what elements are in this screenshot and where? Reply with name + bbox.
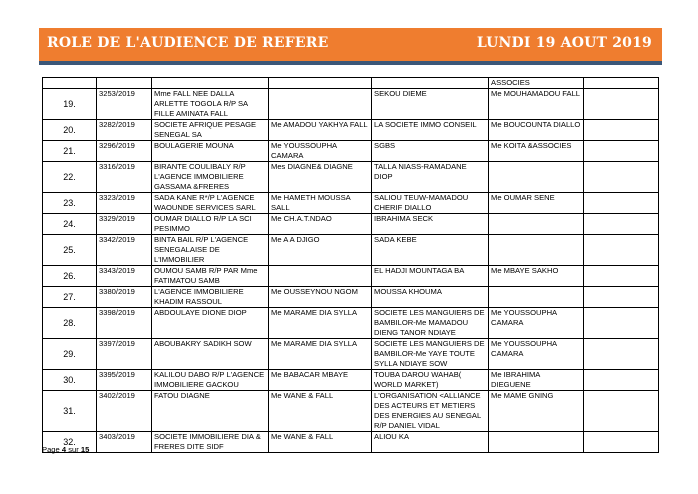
cell-opponent: LA SOCIETE IMMO CONSEIL (372, 120, 489, 141)
cell-empty (584, 287, 659, 308)
cell-counsel2: Me MBAYE SAKHO (489, 266, 584, 287)
cell-empty (584, 391, 659, 432)
document-header (39, 28, 662, 65)
cell-counsel2: Me IBRAHIMA DIEGUENE (489, 370, 584, 391)
cell-number: 26. (43, 266, 97, 287)
cell-counsel2 (489, 287, 584, 308)
cell-counsel: Me A A DJIGO (269, 235, 372, 266)
cell-counsel2: Me KOITA &ASSOCIES (489, 141, 584, 162)
cell-case-ref: 3329/2019 (97, 214, 152, 235)
cell-counsel2 (489, 214, 584, 235)
cell-counsel: Me BABACAR MBAYE (269, 370, 372, 391)
cell-case-ref: 3398/2019 (97, 308, 152, 339)
cell-counsel2 (489, 235, 584, 266)
cell-case-ref: 3397/2019 (97, 339, 152, 370)
cell-opponent: SOCIETE LES MANGUIERS DE BAMBILOR-Me YAYE TOUTE SYLLA NDIAYE SOW (372, 339, 489, 370)
cell-party: OUMOU SAMB R/P PAR Mme FATIMATOU SAMB (152, 266, 269, 287)
cell-party: ABDOULAYE DIONE DIOP (152, 308, 269, 339)
cell-opponent: TOUBA DAROU WAHAB( WORLD MARKET) (372, 370, 489, 391)
cell-counsel2: Me MAME GNING (489, 391, 584, 432)
table-row (43, 162, 659, 193)
cell-empty (584, 162, 659, 193)
cell-empty (584, 308, 659, 339)
cell-empty (584, 120, 659, 141)
cell-counsel: Me WANE & FALL (269, 432, 372, 453)
cell-empty (584, 193, 659, 214)
cell-counsel: Mes DIAGNE& DIAGNE (269, 162, 372, 193)
cell-number: 30. (43, 370, 97, 391)
cell-counsel2: Me YOUSSOUPHA CAMARA (489, 339, 584, 370)
cell-number: 19. (43, 89, 97, 120)
cell-number: 20. (43, 120, 97, 141)
cell-number: 25. (43, 235, 97, 266)
cell-empty (584, 266, 659, 287)
page-footer: Page 4 sur 15 (42, 445, 90, 454)
cell-counsel2 (489, 162, 584, 193)
page-total: 15 (80, 445, 90, 454)
table-row (43, 370, 659, 391)
cell-case-ref: 3380/2019 (97, 287, 152, 308)
cell-counsel2: Me MOUHAMADOU FALL (489, 89, 584, 120)
cell-empty (584, 214, 659, 235)
cell-counsel: Me WANE & FALL (269, 391, 372, 432)
table-row (43, 235, 659, 266)
cell-number: 23. (43, 193, 97, 214)
cell-counsel: Me OUSSEYNOU NGOM (269, 287, 372, 308)
cell-case-ref: 3282/2019 (97, 120, 152, 141)
cell-counsel: Me MARAME DIA SYLLA (269, 339, 372, 370)
table-row (43, 120, 659, 141)
cell-counsel2 (489, 432, 584, 453)
document-title: ROLE DE L'AUDIENCE DE REFERE (47, 35, 329, 51)
cell-counsel: Me YOUSSOUPHA CAMARA (269, 141, 372, 162)
cell-party: ABOUBAKRY SADIKH SOW (152, 339, 269, 370)
cell-empty (584, 89, 659, 120)
table-row (43, 89, 659, 120)
cell-empty (584, 432, 659, 453)
cell-opponent: IBRAHIMA SECK (372, 214, 489, 235)
table-row (43, 432, 659, 453)
cell-number: 27. (43, 287, 97, 308)
cell-counsel: Me HAMETH MOUSSA SALL (269, 193, 372, 214)
cell-counsel (269, 89, 372, 120)
cell-opponent: TALLA NIASS-RAMADANE DIOP (372, 162, 489, 193)
cell-empty (584, 141, 659, 162)
cell-case-ref: 3296/2019 (97, 141, 152, 162)
cell-empty (584, 370, 659, 391)
table-row (43, 308, 659, 339)
cell-opponent: SGBS (372, 141, 489, 162)
cell-party: SADA KANE R*/P L'AGENCE WAOUNDE SERVICES SARL (152, 193, 269, 214)
cell-party: SOCIETE IMMOBILIERE DIA & FRERES DITE SIDF (152, 432, 269, 453)
cell-party: SOCIETE AFRIQUE PESAGE SENEGAL SA (152, 120, 269, 141)
cell-party: BOULAGERIE MOUNA (152, 141, 269, 162)
cell-counsel2: ASSOCIES (489, 78, 584, 89)
cell-opponent: L'ORGANISATION <ALLIANCE DES ACTEURS ET METIERS DES ENERGIES AU SENEGAL R/P DANIEL VIDAL (372, 391, 489, 432)
cell-counsel2: Me BOUCOUNTA DIALLO (489, 120, 584, 141)
cell-party: Mme FALL NEE DALLA ARLETTE TOGOLA R/P SA FILLE AMINATA FALL (152, 89, 269, 120)
cell-party: L'AGENCE IMMOBILIERE KHADIM RASSOUL (152, 287, 269, 308)
cell-opponent: SALIOU TEUW-MAMADOU CHERIF DIALLO (372, 193, 489, 214)
table-row (43, 287, 659, 308)
cell-number: 29. (43, 339, 97, 370)
cell-opponent: EL HADJI MOUNTAGA BA (372, 266, 489, 287)
cell-party: BIRANTE COULIBALY R/P L'AGENCE IMMOBILIERE GASSAMA &FRERES (152, 162, 269, 193)
cell-counsel: Me CH.A.T.NDAO (269, 214, 372, 235)
cell-opponent: ALIOU KA (372, 432, 489, 453)
table-row (43, 193, 659, 214)
cell-opponent: MOUSSA KHOUMA (372, 287, 489, 308)
cell-empty (584, 339, 659, 370)
cell-number: 21. (43, 141, 97, 162)
cell-party: KALILOU DABO R/P L'AGENCE IMMOBILIERE GACKOU (152, 370, 269, 391)
cell-party: OUMAR DIALLO R/P LA SCI PESIMMO (152, 214, 269, 235)
hearing-roll-table (42, 77, 659, 453)
cell-number: 28. (43, 308, 97, 339)
cell-counsel: Me AMADOU YAKHYA FALL (269, 120, 372, 141)
table-row (43, 339, 659, 370)
hearing-date: LUNDI 19 AOUT 2019 (476, 35, 652, 51)
cell-case-ref: 3323/2019 (97, 193, 152, 214)
cell-party: FATOU DIAGNE (152, 391, 269, 432)
page-number: 4 (61, 445, 67, 454)
cell-counsel2: Me OUMAR SENE (489, 193, 584, 214)
cell-number: 31. (43, 391, 97, 432)
cell-counsel: Me MARAME DIA SYLLA (269, 308, 372, 339)
cell-case-ref: 3253/2019 (97, 89, 152, 120)
table-row (43, 266, 659, 287)
cell-case-ref: 3402/2019 (97, 391, 152, 432)
cell-number: 22. (43, 162, 97, 193)
cell-number: 32. (43, 432, 97, 453)
cell-party: BINTA BAIL R/P L'AGENCE SENEGALAISE DE L'IMMOBILIER (152, 235, 269, 266)
cell-opponent: SADA KEBE (372, 235, 489, 266)
cell-counsel (269, 266, 372, 287)
cell-number: 24. (43, 214, 97, 235)
cell-opponent: SOCIETE LES MANGUIERS DE BAMBILOR-Me MAMADOU DIENG TANOR NDIAYE (372, 308, 489, 339)
table-row (43, 214, 659, 235)
table-row (43, 141, 659, 162)
cell-counsel2: Me YOUSSOUPHA CAMARA (489, 308, 584, 339)
cell-empty (584, 235, 659, 266)
cell-case-ref: 3403/2019 (97, 432, 152, 453)
table-row (43, 78, 659, 89)
cell-case-ref: 3342/2019 (97, 235, 152, 266)
cell-case-ref: 3316/2019 (97, 162, 152, 193)
cell-opponent: SEKOU DIEME (372, 89, 489, 120)
cell-case-ref: 3343/2019 (97, 266, 152, 287)
cell-case-ref: 3395/2019 (97, 370, 152, 391)
table-row (43, 391, 659, 432)
